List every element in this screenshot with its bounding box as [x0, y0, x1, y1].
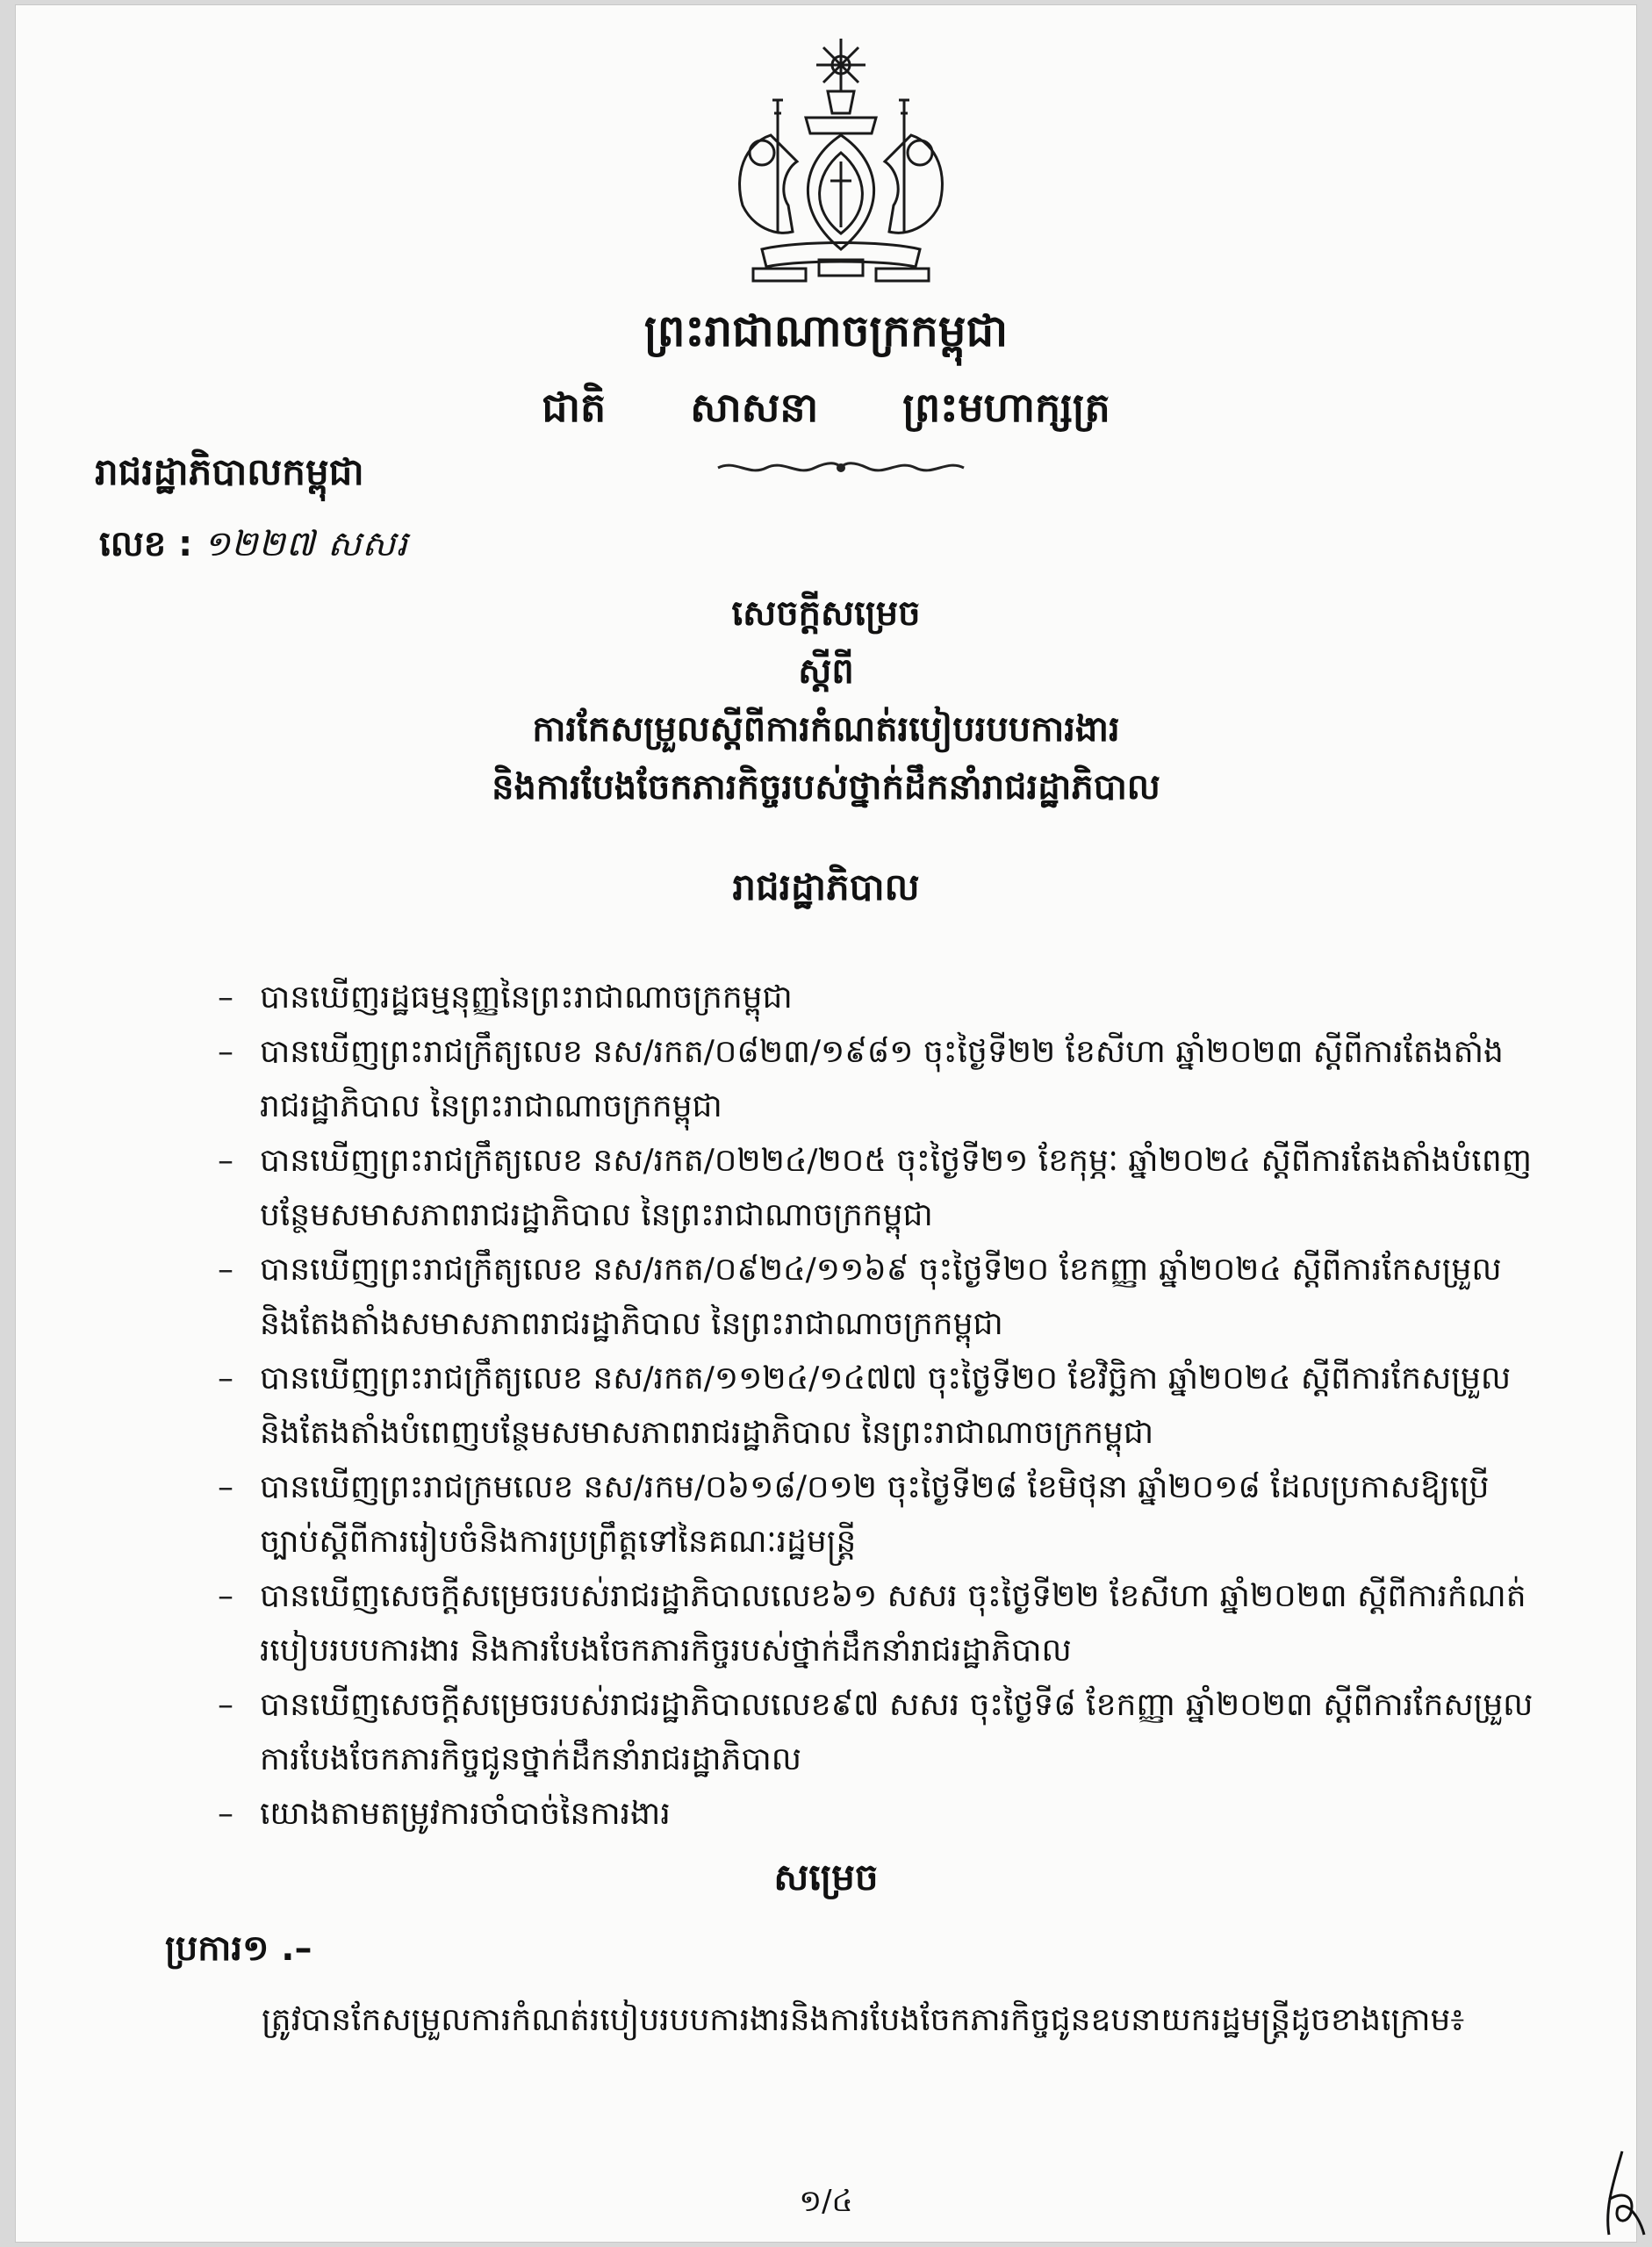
list-item: – បានឃើញសេចក្តីសម្រេចរបស់រាជរដ្ឋាភិបាលលេខ៩៧ សសរ ចុះថ្ងៃទី៨ ខែកញ្ញា ឆ្នាំ២០២៣ ស្តីពីការកែសម្រួលការបែងចែកភារកិច្ចជូនថ្នាក់ដឹកនាំរាជរដ្ឋាភិបាល — [218, 1678, 1534, 1787]
list-item: – បានឃើញព្រះរាជក្រឹត្យលេខ នស/រកត/១១២៤/១៤៧៧ ចុះថ្ងៃទី២០ ខែវិច្ឆិកា ឆ្នាំ២០២៤ ស្តីពីការកែសម្រួលនិងតែងតាំងបំពេញបន្ថែមសមាសភាពរាជរដ្ឋាភិបាល នៃព្រះរាជាណាចក្រកម្ពុជា — [218, 1352, 1534, 1461]
list-item: – បានឃើញព្រះរាជក្រមលេខ នស/រកម/០៦១៨/០១២ ចុះថ្ងៃទី២៨ ខែមិថុនា ឆ្នាំ២០១៨ ដែលប្រកាសឱ្យប្រើច្បាប់ស្តីពីការរៀបចំនិងការប្រព្រឹត្តទៅនៃគណៈរដ្ឋមន្ត្រី — [218, 1461, 1534, 1569]
reference-list — [218, 971, 1534, 1841]
list-item: – បានឃើញរដ្ឋធម្មនុញ្ញនៃព្រះរាជាណាចក្រកម្ពុជា — [218, 971, 1534, 1025]
decision-title — [16, 585, 1636, 816]
motto-king: ព្រះមហាក្សត្រ — [902, 384, 1110, 431]
title-line-3: ការកែសម្រួលស្តីពីការកំណត់របៀបរបបការងារ — [532, 709, 1120, 750]
title-line-1: សេចក្តីសម្រេច — [731, 593, 921, 634]
national-motto — [16, 383, 1636, 442]
list-item: – បានឃើញព្រះរាជក្រឹត្យលេខ នស/រកត/០៨២៣/១៩៨១ ចុះថ្ងៃទី២២ ខែសីហា ឆ្នាំ២០២៣ ស្តីពីការតែងតាំងរាជរដ្ឋាភិបាល នៃព្រះរាជាណាចក្រកម្ពុជា — [218, 1025, 1534, 1134]
document-page — [16, 5, 1636, 2242]
list-item: – យោងតាមតម្រូវការចាំបាច់នៃការងារ — [218, 1787, 1534, 1841]
handwritten-initial-signature — [1596, 2147, 1648, 2243]
list-item: – បានឃើញព្រះរាជក្រឹត្យលេខ នស/រកត/០៩២៤/១១៦៩ ចុះថ្ងៃទី២០ ខែកញ្ញា ឆ្នាំ២០២៤ ស្តីពីការកែសម្រួលនិងតែងតាំងសមាសភាពរាជរដ្ឋាភិបាល នៃព្រះរាជាណាចក្រកម្ពុជា — [218, 1243, 1534, 1352]
page-number: ១/៤ — [799, 2184, 853, 2219]
decorative-divider — [709, 455, 973, 481]
royal-coat-of-arms-emblem — [709, 30, 973, 293]
issuing-government: រាជរដ្ឋាភិបាលកម្ពុជា — [95, 450, 364, 493]
list-item: – បានឃើញសេចក្តីសម្រេចរបស់រាជរដ្ឋាភិបាលលេខ៦១ សសរ ចុះថ្ងៃទី២២ ខែសីហា ឆ្នាំ២០២៣ ស្តីពីការកំណត់របៀបរបបការងារ និងការបែងចែកភារកិច្ចរបស់ថ្នាក់ដឹកនាំរាជរដ្ឋាភិបាល — [218, 1569, 1534, 1678]
government-subheading: រាជរដ្ឋាភិបាល — [732, 865, 920, 908]
motto-religion: សាសនា — [690, 384, 819, 431]
list-item: – បានឃើញព្រះរាជក្រឹត្យលេខ នស/រកត/០២២៤/២០៥ ចុះថ្ងៃទី២១ ខែកុម្ភៈ ឆ្នាំ២០២៤ ស្តីពីការតែងតាំងបំពេញបន្ថែមសមាសភាពរាជរដ្ឋាភិបាល នៃព្រះរាជាណាចក្រកម្ពុជា — [218, 1134, 1534, 1243]
document-number — [99, 521, 408, 573]
article-1-label: ប្រការ១ .– — [165, 1928, 312, 1969]
number-value: ១២២៧ សសរ — [203, 524, 409, 564]
decision-heading: សម្រេច — [773, 1856, 879, 1899]
number-label: លេខ : — [99, 524, 193, 564]
kingdom-heading: ព្រះរាជាណាចក្រកម្ពុជា — [643, 305, 1009, 356]
motto-nation: ជាតិ — [542, 384, 607, 431]
title-line-2: ស្តីពី — [798, 651, 854, 692]
article-1-text: ត្រូវបានកែសម្រួលការកំណត់របៀបរបបការងារនិងការបែងចែកភារកិច្ចជូនឧបនាយករដ្ឋមន្ត្រីដូចខាងក្រោម៖ — [262, 2002, 1465, 2038]
title-line-4: និងការបែងចែកភារកិច្ចរបស់ថ្នាក់ដឹកនាំរាជរដ្ឋាភិបាល — [492, 767, 1160, 808]
